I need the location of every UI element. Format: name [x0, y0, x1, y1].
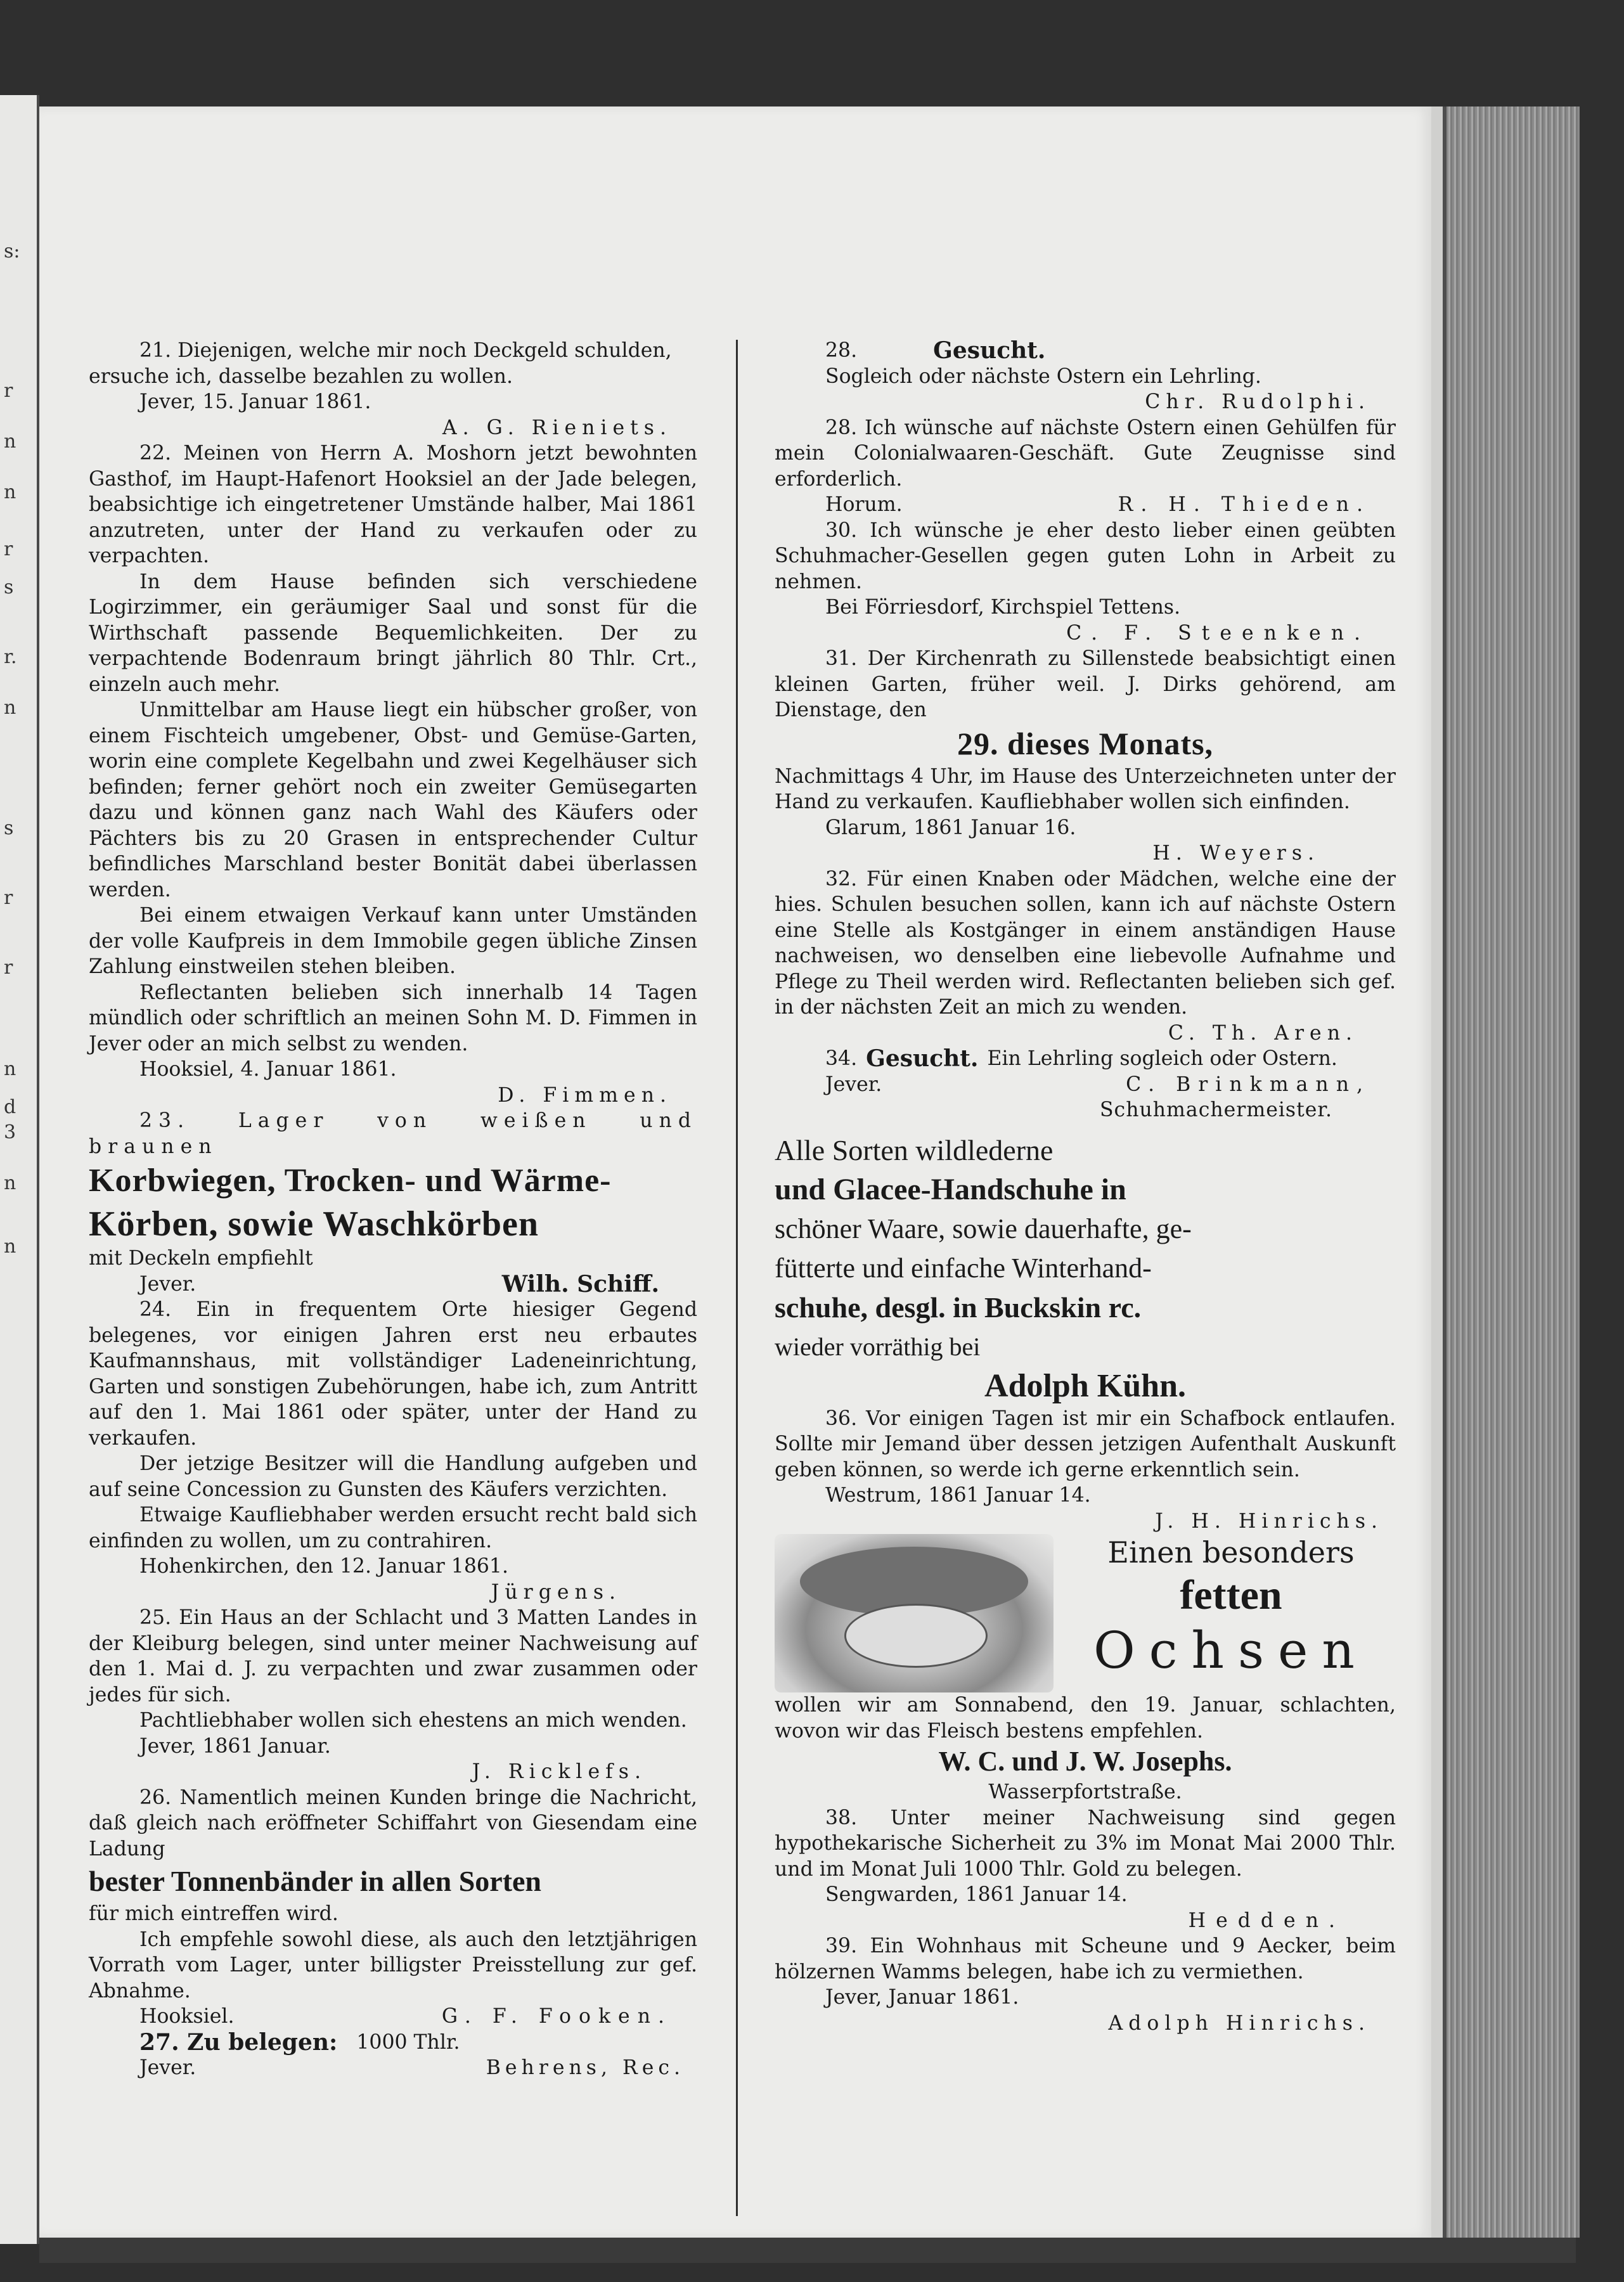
ad-31-para2: Nachmittags 4 Uhr, im Hause des Unterzeichneten unter der Hand zu verkaufen. Kaufliebhaber wollen sich einfinden. [775, 764, 1396, 813]
ad-28b-place: Horum. [825, 493, 903, 516]
ad-23-headline2: Körben, sowie Waschkörben [89, 1204, 539, 1244]
newspaper-page [39, 106, 1431, 2238]
ad-37-line1: Einen besonders [1107, 1535, 1355, 1570]
ad-26-para2: für mich eintreffen wird. [89, 1902, 338, 1925]
ad-38-signature: Hedden. [1188, 1909, 1345, 1932]
ad-26-para3: Ich empfehle sowohl diese, als auch den letztjährigen Vorrath vom Lager, unter billigster Preisstellung zur gef. Abnahme. [89, 1928, 697, 2002]
ad-28a-number: 28. [825, 339, 858, 362]
ad-28a-signature: Chr. Rudolphi. [1145, 390, 1370, 413]
ad-28b-signature: R. H. Thieden. [1118, 493, 1370, 516]
ad-37-para1: wollen wir am Sonnabend, den 19. Januar, schlachten, wovon wir das Fleisch bestens empfehlen. [775, 1694, 1396, 1743]
ad-38-para1: 38. Unter meiner Nachweisung sind gegen hypothekarische Sicherheit zu 3% im Monat Mai 2000 Thlr. und im Monat Juli 1000 Thlr. Gold zu belegen. [775, 1806, 1396, 1881]
ad-35-line4: fütterte und einfache Winterhand- [775, 1252, 1152, 1284]
ad-24-signature: Jürgens. [491, 1580, 621, 1604]
left-column [89, 338, 697, 2081]
ad-25-date: Jever, 1861 Januar. [139, 1734, 331, 1758]
ad-37-street: Wasserpfortstraße. [988, 1781, 1182, 1803]
ad-34-number: 34. [825, 1047, 858, 1070]
ad-26-signature: G. F. Fooken. [441, 2005, 672, 2028]
ad-31-date-headline: 29. dieses Monats, [957, 725, 1214, 761]
margin-fragment: n [4, 1058, 16, 1080]
ad-31-signature: H. Weyers. [1152, 842, 1320, 865]
margin-fragment: n [4, 430, 16, 453]
ad-23-line2: mit Deckeln empfiehlt [89, 1247, 313, 1270]
ad-35-line2: und Glacee-Handschuhe in [775, 1172, 1126, 1206]
ad-30-signature: C. F. Steenken. [1066, 621, 1370, 645]
ad-30-para2: Bei Förriesdorf, Kirchspiel Tettens. [825, 596, 1181, 619]
ad-27-label: 27. Zu belegen: [139, 2028, 338, 2056]
ad-34-heading: Gesucht. [866, 1045, 979, 1072]
ad-34-signature: C. Brinkmann, [1126, 1073, 1370, 1096]
ad-21-line3: Jever, 15. Januar 1861. [139, 390, 371, 413]
ad-38-date: Sengwarden, 1861 Januar 14. [825, 1883, 1128, 1906]
ad-24-para2: Der jetzige Besitzer will die Handlung aufgeben und auf seine Concession zu Gunsten des Käufers verzichten. [89, 1452, 697, 1501]
ad-36-date: Westrum, 1861 Januar 14. [825, 1484, 1091, 1507]
page-gutter [1431, 106, 1443, 2238]
ad-28a-line1: Sogleich oder nächste Ostern ein Lehrling. [825, 364, 1261, 388]
ad-34-place: Jever. [825, 1073, 882, 1096]
ad-28b-para1: 28. Ich wünsche auf nächste Ostern einen Gehülfen für mein Colonialwaaren-Geschäft. Gute Zeugnisse sind erforderlich. [775, 416, 1396, 491]
column-rule [736, 340, 738, 2216]
margin-fragment: n [4, 1235, 16, 1258]
ad-30-para1: 30. Ich wünsche je eher desto lieber einen geübten Schuhmacher-Gesellen gegen guten Lohn in Arbeit zu nehmen. [775, 519, 1396, 593]
ad-35-signature: Adolph Kühn. [984, 1367, 1186, 1404]
ad-25-para2: Pachtliebhaber wollen sich ehestens an mich wenden. [139, 1709, 687, 1732]
ad-22-para3: Unmittelbar am Hause liegt ein hübscher großer, von einem Fischteich umgebener, Obst- und Gemüse-Garten, worin eine complete Kegelbahn und zwei Kegelhäuser sich befinden; ferner gehört noch ein zweiter Gemüsegarten dazu und können ganz nach Wahl des Käufers oder Pächters bis zu 20 Grasen in entsprechender Cultur befindliches Marschland bester Bonität dabei überlassen werden. [89, 699, 697, 901]
ad-22-signature: D. Fimmen. [498, 1083, 672, 1107]
ad-27-place: Jever. [139, 2056, 197, 2079]
ad-24-date: Hohenkirchen, den 12. Januar 1861. [139, 1555, 508, 1578]
ad-23-place: Jever. [139, 1272, 197, 1296]
margin-fragment: n [4, 697, 16, 719]
ad-32-para1: 32. Für einen Knaben oder Mädchen, welche eine der hies. Schulen besuchen sollen, kann ich auf nächste Ostern eine Stelle als Kostgänger in einem anständigen Hause nachweisen, wo denselben eine liebevolle Aufnahme und Pflege zu Theil werden wird. Reflectanten belieben sich gef. in der nächsten Zeit an mich zu wenden. [775, 867, 1396, 1019]
ad-31-date: Glarum, 1861 Januar 16. [825, 816, 1076, 839]
ad-26-place: Hooksiel. [139, 2005, 235, 2028]
margin-fragment: s [4, 576, 14, 598]
ad-22-para2: In dem Hause befinden sich verschiedene Logirzimmer, ein geräumiger Saal und sonst für die Wirthschaft passende Bequemlichkeiten. Der zu verpachtende Bodenraum bringt jährlich 80 Thlr. Crt., einzeln auch mehr. [89, 570, 697, 696]
margin-fragment: d [4, 1096, 16, 1118]
ad-22-date: Hooksiel, 4. Januar 1861. [139, 1058, 397, 1081]
ad-27-signature: Behrens, Rec. [486, 2056, 685, 2079]
ox-graphic [844, 1604, 988, 1668]
ad-35-line3: schöner Waare, sowie dauerhafte, ge- [775, 1213, 1192, 1244]
ad-37-line2: fetten [1180, 1572, 1282, 1618]
ad-21-signature: A. G. Rieniets. [442, 416, 672, 439]
ad-23-signature: Wilh. Schiff. [501, 1270, 659, 1298]
ad-35-line6: wieder vorräthig bei [775, 1332, 981, 1361]
margin-fragment: n [4, 1172, 16, 1194]
margin-fragment: s [4, 817, 14, 839]
ad-25-para1: 25. Ein Haus an der Schlacht und 3 Matten Landes in der Kleiburg belegen, sind unter meiner Nachweisung auf den 1. Mai d. J. zu verpachten und zwar zusammen oder jedes für sich. [89, 1606, 697, 1706]
ad-35-line1: Alle Sorten wildlederne [775, 1133, 1054, 1166]
ad-35-gloves [775, 1131, 1396, 1406]
ad-23-headline1: Korbwiegen, Trocken- und Wärme- [89, 1163, 612, 1199]
margin-fragment: s: [4, 240, 20, 262]
ad-39-signature: Adolph Hinrichs. [1108, 2011, 1370, 2035]
ad-34-title: Schuhmachermeister. [1099, 1099, 1332, 1121]
ad-35-line5: schuhe, desgl. in Buckskin rc. [775, 1291, 1142, 1324]
ad-37-line3: Ochsen [1093, 1621, 1369, 1680]
ad-22-para1: 22. Meinen von Herrn A. Moshorn jetzt bewohnten Gasthof, im Haupt-Hafenort Hooksiel an der Jade belegen, beabsichtige ich eingetretener Umstände halber, Mai 1861 anzutreten, unter der Hand zu verkaufen oder zu verpachten. [89, 442, 697, 567]
margin-fragment: r [4, 957, 13, 979]
book-page-stack [1443, 106, 1580, 2238]
ad-26-headline: bester Tonnenbänder in allen Sorten [89, 1865, 542, 1897]
margin-fragment: r. [4, 646, 17, 668]
ad-32-signature: C. Th. Aren. [1168, 1021, 1358, 1045]
margin-fragment: r [4, 538, 13, 560]
ad-22-para5: Reflectanten belieben sich innerhalb 14 Tagen mündlich oder schriftlich an meinen Sohn M. D. Fimmen in Jever oder an mich selbst zu wenden. [89, 981, 697, 1055]
scanner-bed [39, 2238, 1576, 2263]
ad-28a-heading: Gesucht. [933, 337, 1046, 364]
ad-34-line1: Ein Lehrling sogleich oder Ostern. [987, 1047, 1337, 1070]
ad-21-line2: ersuche ich, dasselbe bezahlen zu wollen. [89, 364, 513, 388]
ad-25-signature: J. Ricklefs. [472, 1760, 647, 1783]
margin-fragment: 3 [4, 1121, 16, 1144]
right-column [775, 338, 1396, 2036]
ad-24-para3: Etwaige Kaufliebhaber werden ersucht recht bald sich einfinden zu wollen, um zu contrahiren. [89, 1504, 697, 1552]
ad-36-signature: J. H. Hinrichs. [1155, 1509, 1383, 1533]
margin-fragment: r [4, 380, 13, 402]
ad-37-signature: W. C. und J. W. Josephs. [938, 1746, 1232, 1777]
ad-39-date: Jever, Januar 1861. [825, 1986, 1019, 2009]
ox-woodcut-image [775, 1534, 1054, 1692]
ad-27-amount: 1000 Thlr. [356, 2030, 460, 2054]
margin-fragment: r [4, 887, 13, 909]
ad-26-para1: 26. Namentlich meinen Kunden bringe die Nachricht, daß gleich nach eröffneter Schiffahrt von Giesendam eine Ladung [89, 1786, 697, 1860]
ad-22-para4: Bei einem etwaigen Verkauf kann unter Umständen der volle Kaufpreis in dem Immobile gegen übliche Zinsen Zahlung einstweilen stehen bleiben. [89, 904, 697, 978]
ad-36-para1: 36. Vor einigen Tagen ist mir ein Schafbock entlaufen. Sollte mir Jemand über dessen jetzigen Aufenthalt Auskunft geben können, so werde ich gerne erkenntlich sein. [775, 1407, 1396, 1481]
left-page-edge [0, 95, 39, 2244]
ad-23-line1: 23. Lager von weißen und braunen [89, 1109, 697, 1158]
ad-39-para1: 39. Ein Wohnhaus mit Scheune und 9 Aecker, beim hölzernen Wamms belegen, habe ich zu vermiethen. [775, 1935, 1396, 1983]
ad-24-para1: 24. Ein in frequentem Orte hiesiger Gegend belegenes, vor einigen Jahren erst neu erbautes Kaufmannshaus, mit vollständiger Ladeneinrichtung, Garten und sonstigen Zubehörungen, habe ich, zum Antritt auf den 1. Mai 1861 oder später, unter der Hand zu verkaufen. [89, 1298, 697, 1450]
margin-fragment: n [4, 481, 16, 503]
ad-37-ox [775, 1534, 1396, 1692]
ad-21-line1: 21. Diejenigen, welche mir noch Deckgeld schulden, [139, 339, 672, 362]
ad-31-para1: 31. Der Kirchenrath zu Sillenstede beabsichtigt einen kleinen Garten, früher weil. J. Dirks gehörend, am Dienstage, den [775, 647, 1396, 721]
